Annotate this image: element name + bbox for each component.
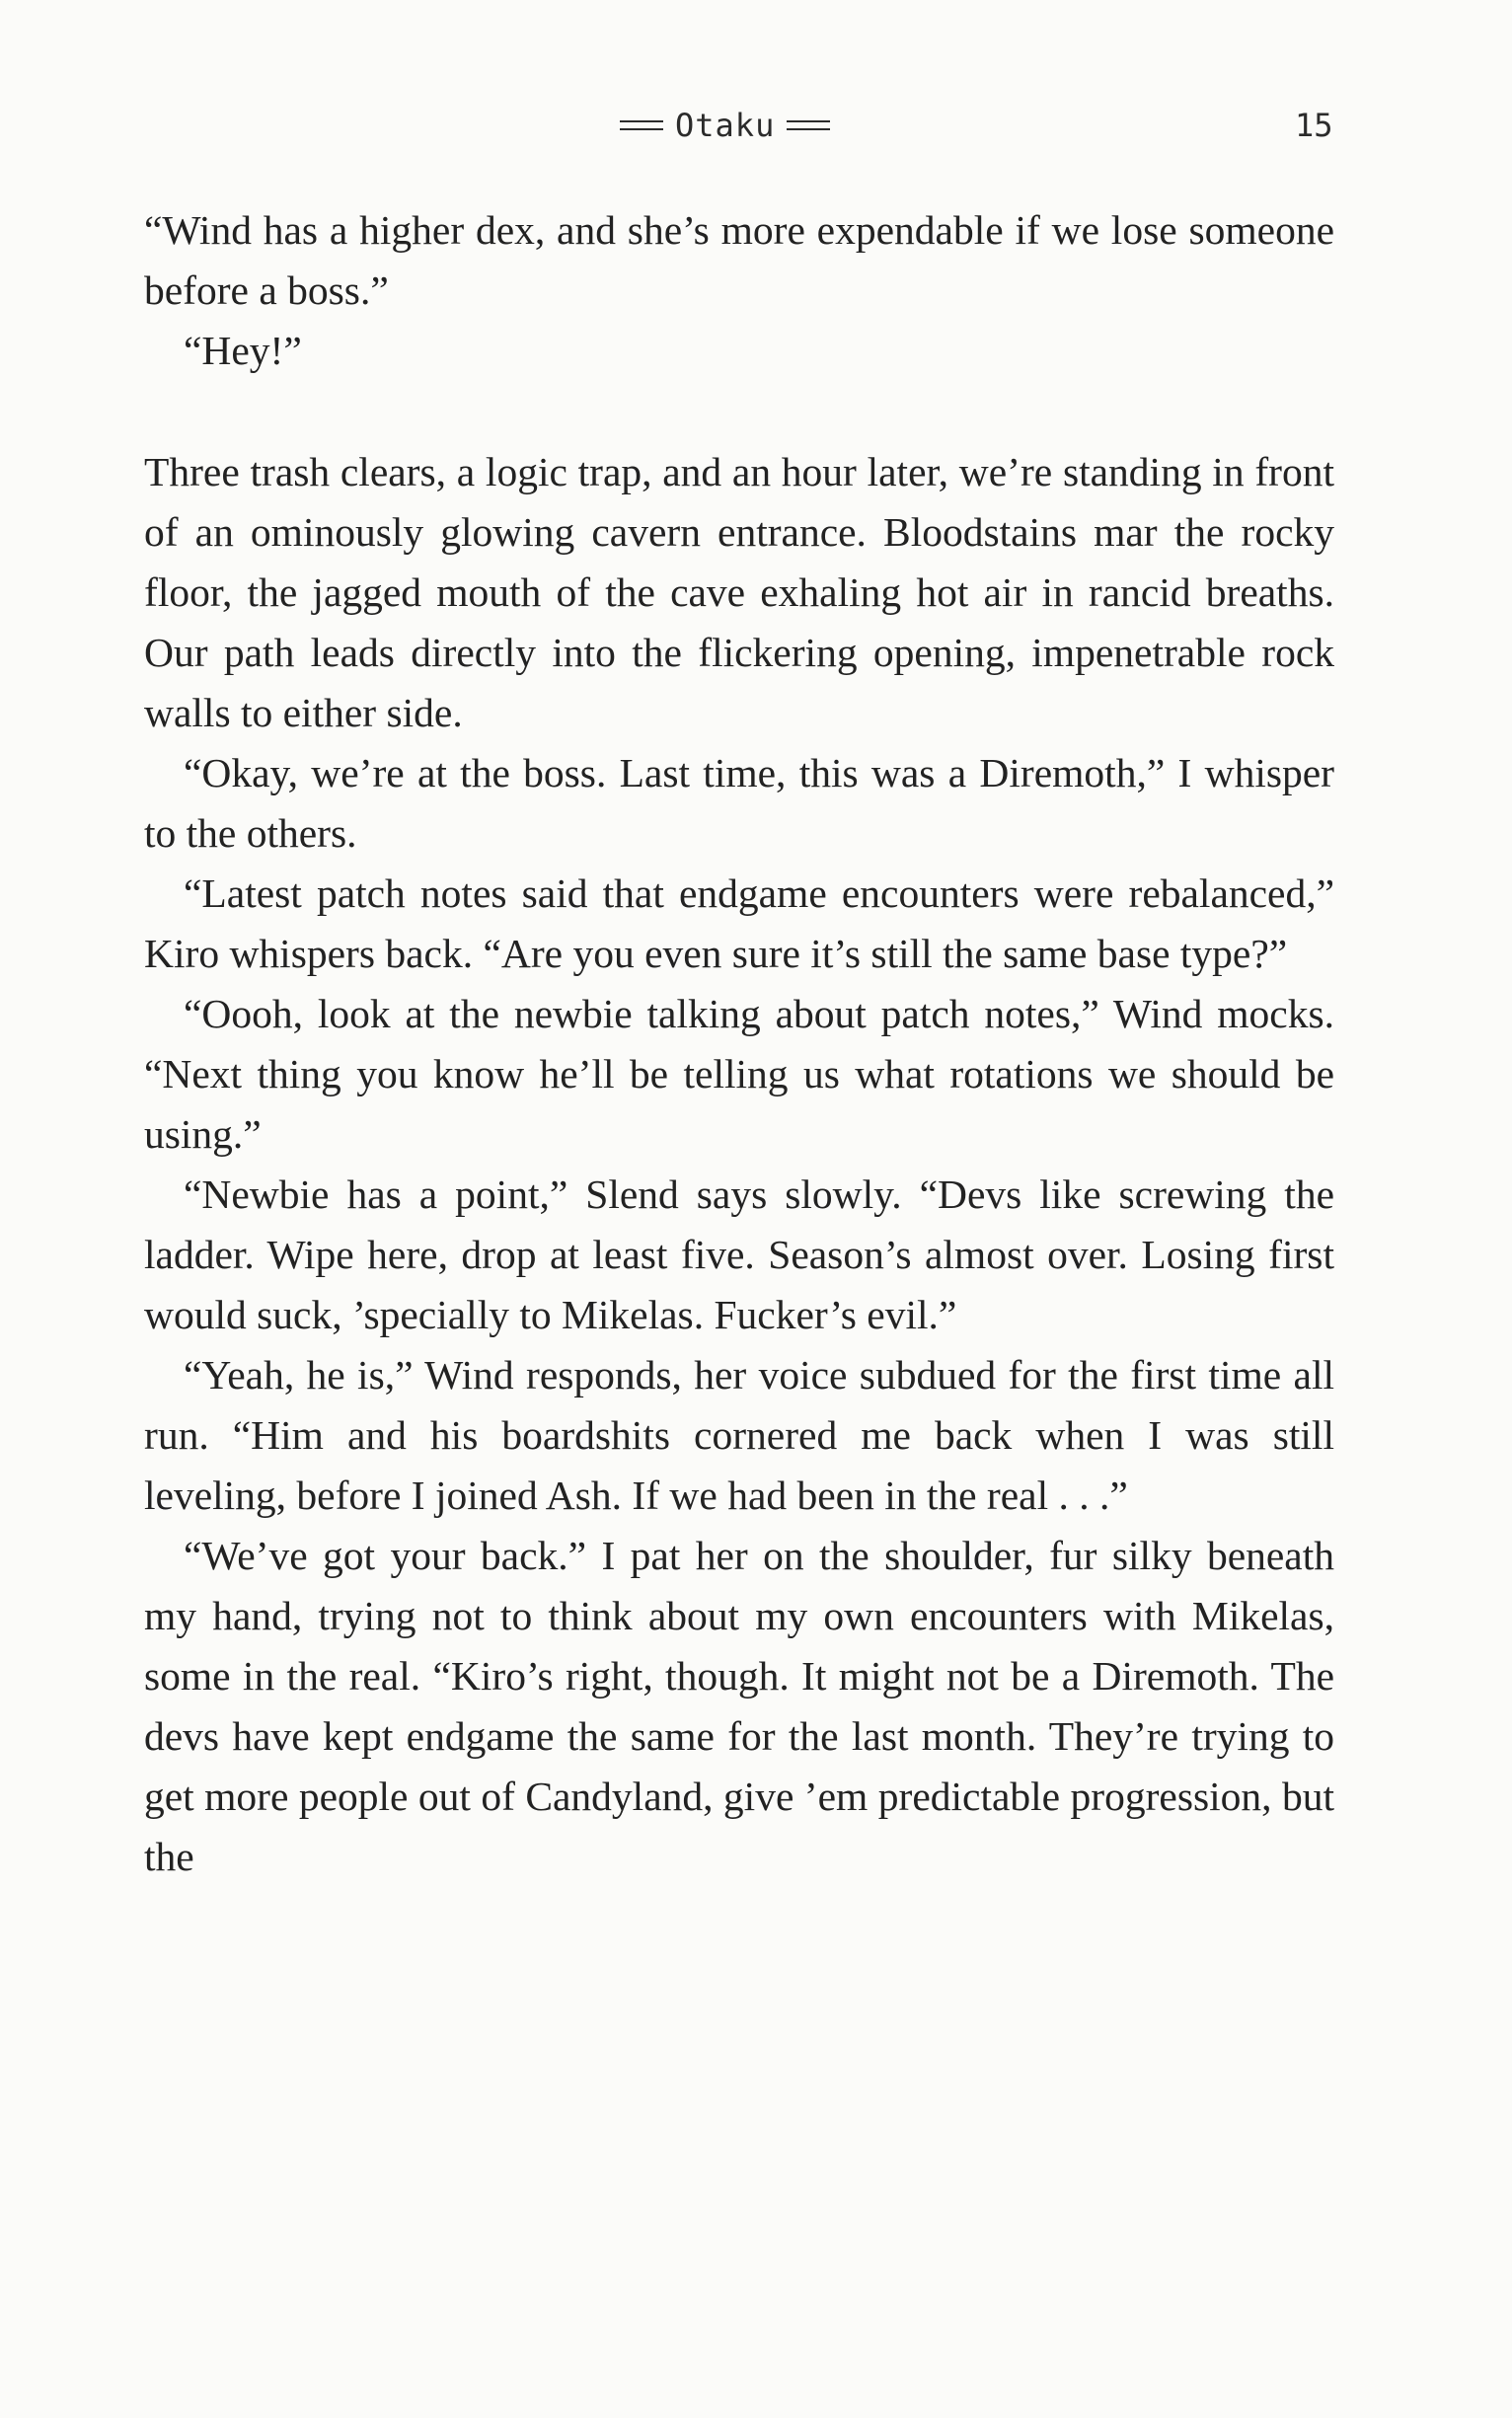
paragraph: “We’ve got your back.” I pat her on the shoulder, fur silky beneath my hand, trying not to think about my own encounters with Mikelas, some in the real. “Kiro’s right, though. It might not be a Diremoth. The devs have kept endgame the same for the last month. They’re trying to get more people out of Candyland, give ’em predictable progression, but the — [144, 1533, 1334, 1879]
paragraph: “Hey!” — [184, 328, 302, 373]
running-head — [0, 107, 1512, 156]
left-ornament-rule — [620, 120, 663, 130]
page-number: 15 — [1295, 107, 1333, 144]
paragraph: “Yeah, he is,” Wind responds, her voice subdued for the first time all run. “Him and his boardshits cornered me back when I was still leveling, before I joined Ash. If we had been in the real . . .” — [144, 1352, 1334, 1518]
paragraph: “Newbie has a point,” Slend says slowly. “Devs like screwing the ladder. Wipe here, drop at least five. Season’s almost over. Losing first would suck, ’specially to Mikelas. Fucker’s evil.” — [144, 1171, 1334, 1337]
right-ornament-rule — [787, 120, 830, 130]
running-title-group — [608, 107, 842, 144]
paragraph: Three trash clears, a logic trap, and an hour later, we’re standing in front of an ominously glowing cavern entrance. Bloodstains mar the rocky floor, the jagged mouth of the cave exhaling hot air in rancid breaths. Our path leads directly into the flickering opening, impenetrable rock walls to either side. — [144, 449, 1334, 735]
paragraph: “Oooh, look at the newbie talking about patch notes,” Wind mocks. “Next thing you know he’ll be telling us what rotations we should be using.” — [144, 991, 1334, 1157]
paragraph: “Okay, we’re at the boss. Last time, this was a Diremoth,” I whisper to the others. — [144, 750, 1334, 856]
paragraph: “Latest patch notes said that endgame encounters were rebalanced,” Kiro whispers back. “Are you even sure it’s still the same base type?” — [144, 870, 1334, 976]
paragraph: “Wind has a higher dex, and she’s more expendable if we lose someone before a boss.” — [144, 207, 1334, 313]
body-text — [144, 200, 1334, 1887]
running-title: Otaku — [675, 107, 776, 144]
